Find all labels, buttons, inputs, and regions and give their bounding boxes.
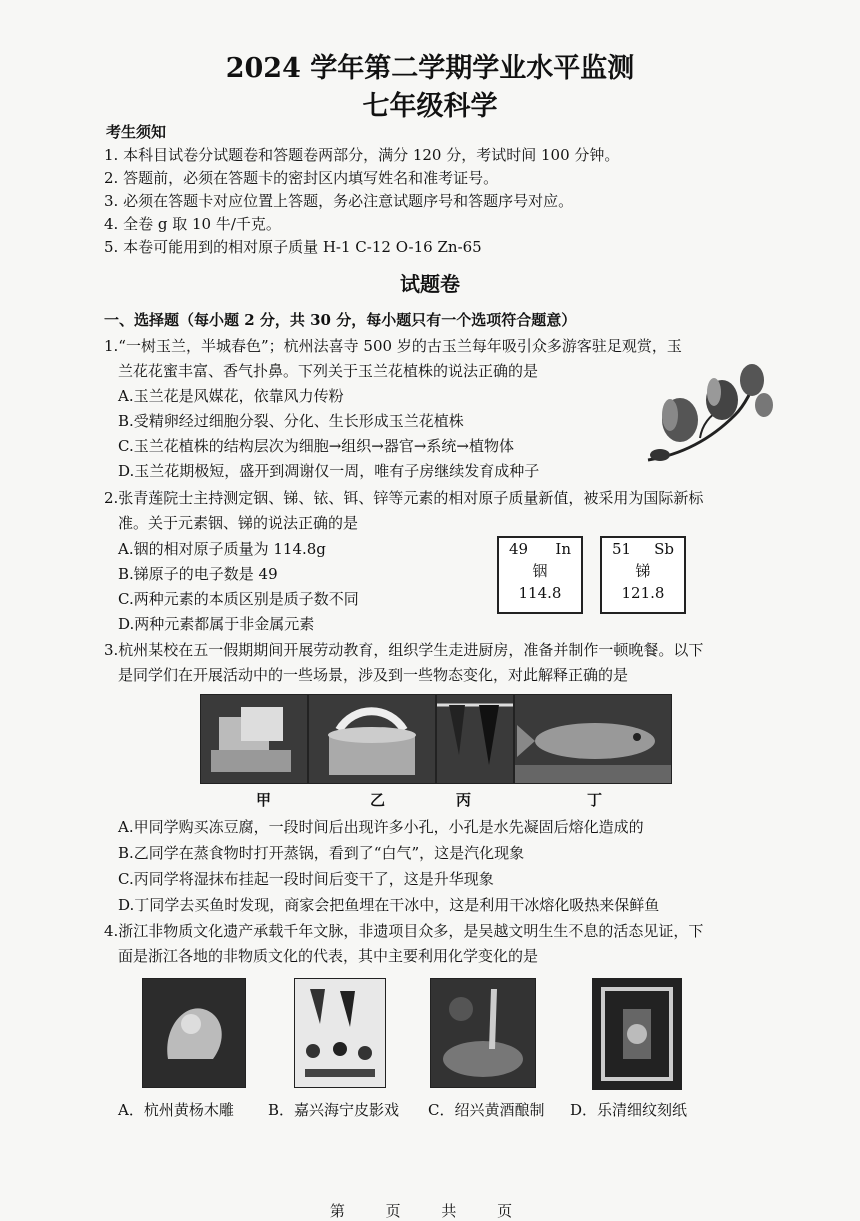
- atomic-mass: 114.8: [518, 584, 562, 602]
- element-name: 锑: [635, 562, 651, 580]
- photo-caption: 丙: [456, 791, 472, 809]
- frozen-tofu-photo: [200, 694, 308, 784]
- photo-caption: 甲: [256, 791, 272, 809]
- page-footer: 第 页 共 页: [329, 1202, 531, 1220]
- q1-option-c: C.玉兰花植株的结构层次为细胞→组织→器官→系统→植物体: [118, 437, 514, 455]
- q4-option-d: D．乐清细纹刻纸: [570, 1101, 688, 1119]
- q4-option-a: A．杭州黄杨木雕: [118, 1101, 234, 1119]
- q3-stem: 是同学们在开展活动中的一些场景，涉及到一些物态变化，对此解释正确的是: [118, 666, 629, 684]
- yellow-wine-brewing-photo: [430, 978, 536, 1088]
- q3-option-d: D.丁同学去买鱼时发现，商家会把鱼埋在干冰中，这是利用干冰熔化吸热来保鲜鱼: [118, 896, 660, 914]
- wet-cloth-photo: [436, 694, 514, 784]
- q1-stem: 兰花花蜜丰富、香气扑鼻。下列关于玉兰花植株的说法正确的是: [118, 362, 539, 380]
- atomic-mass: 121.8: [621, 584, 665, 602]
- q1-option-d: D.玉兰花期极短，盛开到凋谢仅一周，唯有子房继续发育成种子: [118, 462, 540, 480]
- shadow-puppet-photo: [294, 978, 386, 1088]
- q3-option-c: C.丙同学将湿抹布挂起一段时间后变干了，这是升华现象: [118, 870, 494, 888]
- element-symbol: In: [555, 540, 571, 558]
- notice-item: 3. 必须在答题卡对应位置上答题，务必注意试题序号和答题序号对应。: [104, 192, 574, 210]
- boxwood-carving-photo: [142, 978, 246, 1088]
- q4-stem: 面是浙江各地的非物质文化的代表，其中主要利用化学变化的是: [118, 947, 539, 965]
- notice-heading: 考生须知: [106, 123, 167, 141]
- magnolia-illustration: [640, 360, 780, 470]
- notice-item: 2. 答题前，必须在答题卡的密封区内填写姓名和准考证号。: [104, 169, 499, 187]
- q2-option-b: B.锑原子的电子数是 49: [118, 565, 278, 583]
- q2-option-d: D.两种元素都属于非金属元素: [118, 615, 315, 633]
- q3-option-a: A.甲同学购买冻豆腐，一段时间后出现许多小孔，小孔是水先凝固后熔化造成的: [118, 818, 644, 836]
- q1-stem: 1.“一树玉兰，半城春色”；杭州法喜寺 500 岁的古玉兰每年吸引众多游客驻足观赏，玉: [104, 337, 682, 355]
- q2-option-c: C.两种元素的本质区别是质子数不同: [118, 590, 359, 608]
- element-name: 铟: [532, 562, 548, 580]
- exam-title: 2024 学年第二学期学业水平监测: [225, 53, 635, 84]
- element-symbol: Sb: [654, 540, 674, 558]
- element-card-indium: [497, 536, 583, 614]
- photo-caption: 乙: [370, 791, 386, 809]
- steamer-photo: [308, 694, 436, 784]
- notice-item: 1. 本科目试卷分试题卷和答题卷两部分，满分 120 分，考试时间 100 分钟。: [104, 146, 620, 164]
- q3-option-b: B.乙同学在蒸食物时打开蒸锅，看到了“白气”，这是汽化现象: [118, 844, 525, 862]
- photo-caption: 丁: [587, 791, 603, 809]
- q1-option-a: A.玉兰花是风媒花，依靠风力传粉: [118, 387, 344, 405]
- notice-item: 5. 本卷可能用到的相对原子质量 H-1 C-12 O-16 Zn-65: [104, 238, 482, 256]
- notice-item: 4. 全卷 g 取 10 牛/千克。: [104, 215, 281, 233]
- atomic-number: 51: [612, 540, 632, 558]
- exam-subtitle: 七年级科学: [362, 91, 498, 122]
- q2-stem: 准。关于元素铟、锑的说法正确的是: [118, 514, 359, 532]
- q2-option-a: A.铟的相对原子质量为 114.8g: [118, 540, 326, 558]
- q1-option-b: B.受精卵经过细胞分裂、分化、生长形成玉兰花植株: [118, 412, 464, 430]
- q4-stem: 4.浙江非物质文化遗产承载千年文脉，非遗项目众多，是吴越文明生生不息的活态见证，下: [104, 922, 704, 940]
- section-title: 试题卷: [400, 272, 460, 296]
- atomic-number: 49: [509, 540, 529, 558]
- q4-option-c: C．绍兴黄酒酿制: [428, 1101, 545, 1119]
- q3-stem: 3.杭州某校在五一假期期间开展劳动教育，组织学生走进厨房，准备并制作一顿晚餐。以下: [104, 641, 704, 659]
- part-heading: 一、选择题（每小题 2 分，共 30 分，每小题只有一个选项符合题意）: [104, 311, 577, 329]
- q2-stem: 2.张青莲院士主持测定铟、锑、铱、铒、锌等元素的相对原子质量新值，被采用为国际新标: [104, 489, 704, 507]
- fish-photo: [514, 694, 672, 784]
- element-card-antimony: [600, 536, 686, 614]
- q4-option-b: B．嘉兴海宁皮影戏: [268, 1101, 400, 1119]
- paper-cut-photo: [592, 978, 682, 1090]
